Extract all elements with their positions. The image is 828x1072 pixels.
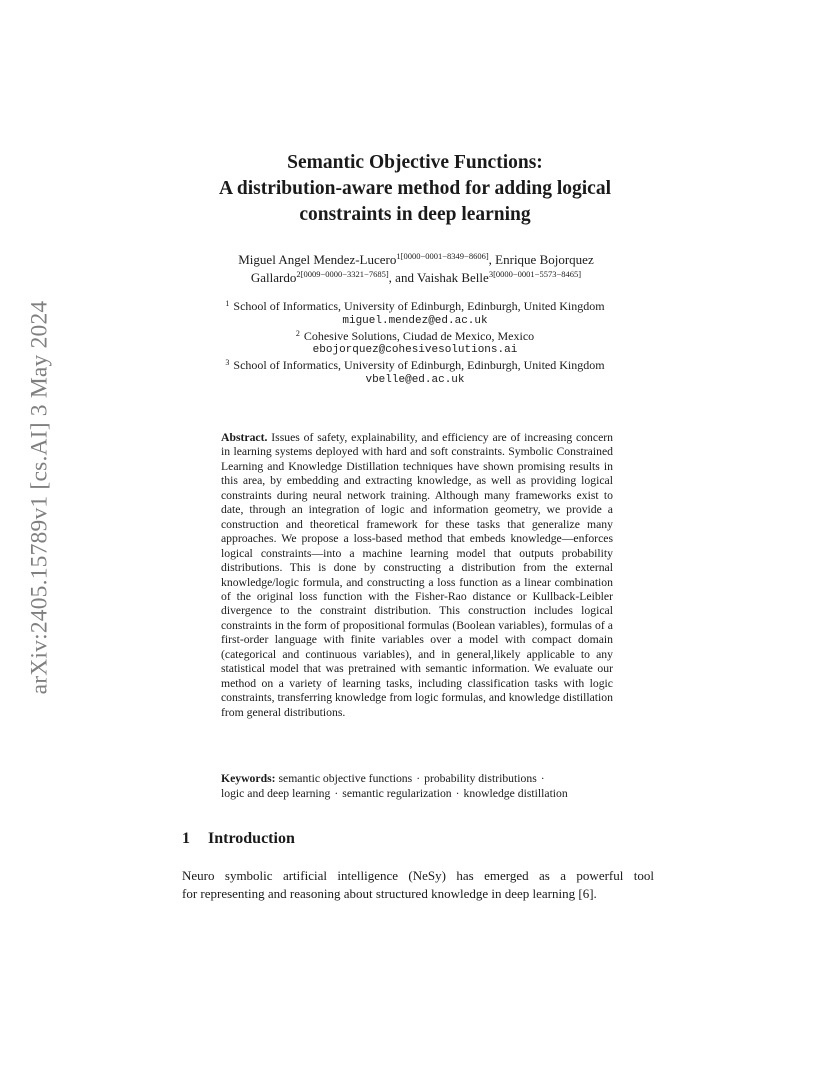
keywords-label: Keywords: (221, 772, 276, 785)
keyword: knowledge distillation (463, 786, 568, 800)
keyword-separator: · (334, 786, 339, 800)
author-2-name-end: Gallardo (250, 270, 297, 285)
author-1-name: Miguel Angel Mendez-Lucero (238, 252, 397, 267)
title-line-2: A distribution-aware method for adding logical (218, 178, 612, 199)
keyword: semantic objective functions (278, 772, 413, 785)
keywords (221, 772, 621, 801)
section-number: 1 (182, 830, 190, 847)
affiliation-1 (190, 299, 640, 314)
keyword: probability distributions (424, 772, 537, 785)
abstract-label: Abstract. (221, 431, 268, 444)
keywords-line-1 (221, 772, 621, 787)
affiliation-2 (190, 329, 640, 344)
keyword: semantic regularization (342, 786, 452, 800)
affiliation-2-email: ebojorquez@cohesivesolutions.ai (312, 344, 518, 357)
keyword-separator: · (455, 786, 460, 800)
affiliations (190, 299, 640, 388)
author-line-2 (206, 269, 626, 287)
affiliation-2-marker: 2 (295, 328, 300, 338)
keywords-line-2 (221, 787, 621, 802)
introduction-paragraph (182, 867, 654, 902)
affiliation-3-marker: 3 (225, 358, 230, 368)
keyword: logic and deep learning (221, 786, 331, 800)
author-3-orcid: 3[0000−0001−5573−8465] (488, 269, 582, 279)
affiliation-3-email: vbelle@ed.ac.uk (365, 373, 465, 386)
keyword-separator: · (416, 772, 421, 785)
section-title: Introduction (208, 830, 295, 847)
section-heading-introduction (182, 830, 652, 848)
arxiv-identifier-stamp (21, 262, 59, 732)
affiliation-2-text: Cohesive Solutions, Ciudad de Mexico, Mexico (303, 328, 535, 343)
author-list (206, 251, 626, 287)
title-line-1: Semantic Objective Functions: (287, 152, 543, 173)
author-2-orcid: 2[0009−0000−3321−7685] (296, 269, 389, 279)
affiliation-3 (190, 358, 640, 373)
author-3-name: , and Vaishak Belle (388, 270, 489, 285)
keyword-separator: · (540, 772, 545, 785)
arxiv-identifier-text: arXiv:2405.15789v1 [cs.AI] 3 May 2024 (26, 300, 53, 694)
title-line-3: constraints in deep learning (299, 204, 531, 225)
paper-title (160, 150, 670, 228)
author-1-orcid: 1[0000−0001−8349−8606] (396, 251, 489, 261)
affiliation-1-email: miguel.mendez@ed.ac.uk (342, 314, 488, 327)
affiliation-3-text: School of Informatics, University of Edinburgh, Edinburgh, United Kingdom (233, 358, 605, 373)
intro-line-1: Neuro symbolic artificial intelligence (NeSy) has emerged as a powerful tool (182, 868, 654, 883)
abstract-body: Issues of safety, explainability, and efficiency are of increasing concern in learning systems deployed with hard and soft constraints. Symbolic Constrained Learning and Knowledge Distillation techniques have shown promising results in this area, by embedding and extracting knowledge, as well as providing logical constraints during neural network training. Although many frameworks exist to date, through an integration of logic and information geometry, we provide a construction and theoretical framework for these tasks that generalize many approaches. We propose a loss-based method that embeds knowledge—enforces logical constraints—into a machine learning model that outputs probability distributions. This is done by constructing a distribution from the external knowledge/logic formula, and constructing a loss function as a linear combination of the original loss function with the Fisher-Rao distance or Kullback-Leibler divergence to the constraint distribution. This construction includes logical constraints in the form of propositional formulas (Boolean variables), formulas of a first-order language with finite variables over a model with compact domain (categorical and continuous variables), and in general,likely applicable to any statistical model that was pretrained with semantic information. We evaluate our method on a variety of learning tasks, including classification tasks with logic constraints, transferring knowledge from logic formulas, and knowledge distillation from general distributions. (221, 431, 613, 719)
intro-line-2: for representing and reasoning about structured knowledge in deep learning [6]. (182, 885, 597, 901)
affiliation-1-text: School of Informatics, University of Edinburgh, Edinburgh, United Kingdom (233, 299, 605, 313)
author-2-name-start: , Enrique Bojorquez (488, 252, 594, 267)
abstract (221, 431, 613, 720)
author-line-1 (206, 251, 626, 269)
affiliation-1-marker: 1 (225, 299, 230, 308)
